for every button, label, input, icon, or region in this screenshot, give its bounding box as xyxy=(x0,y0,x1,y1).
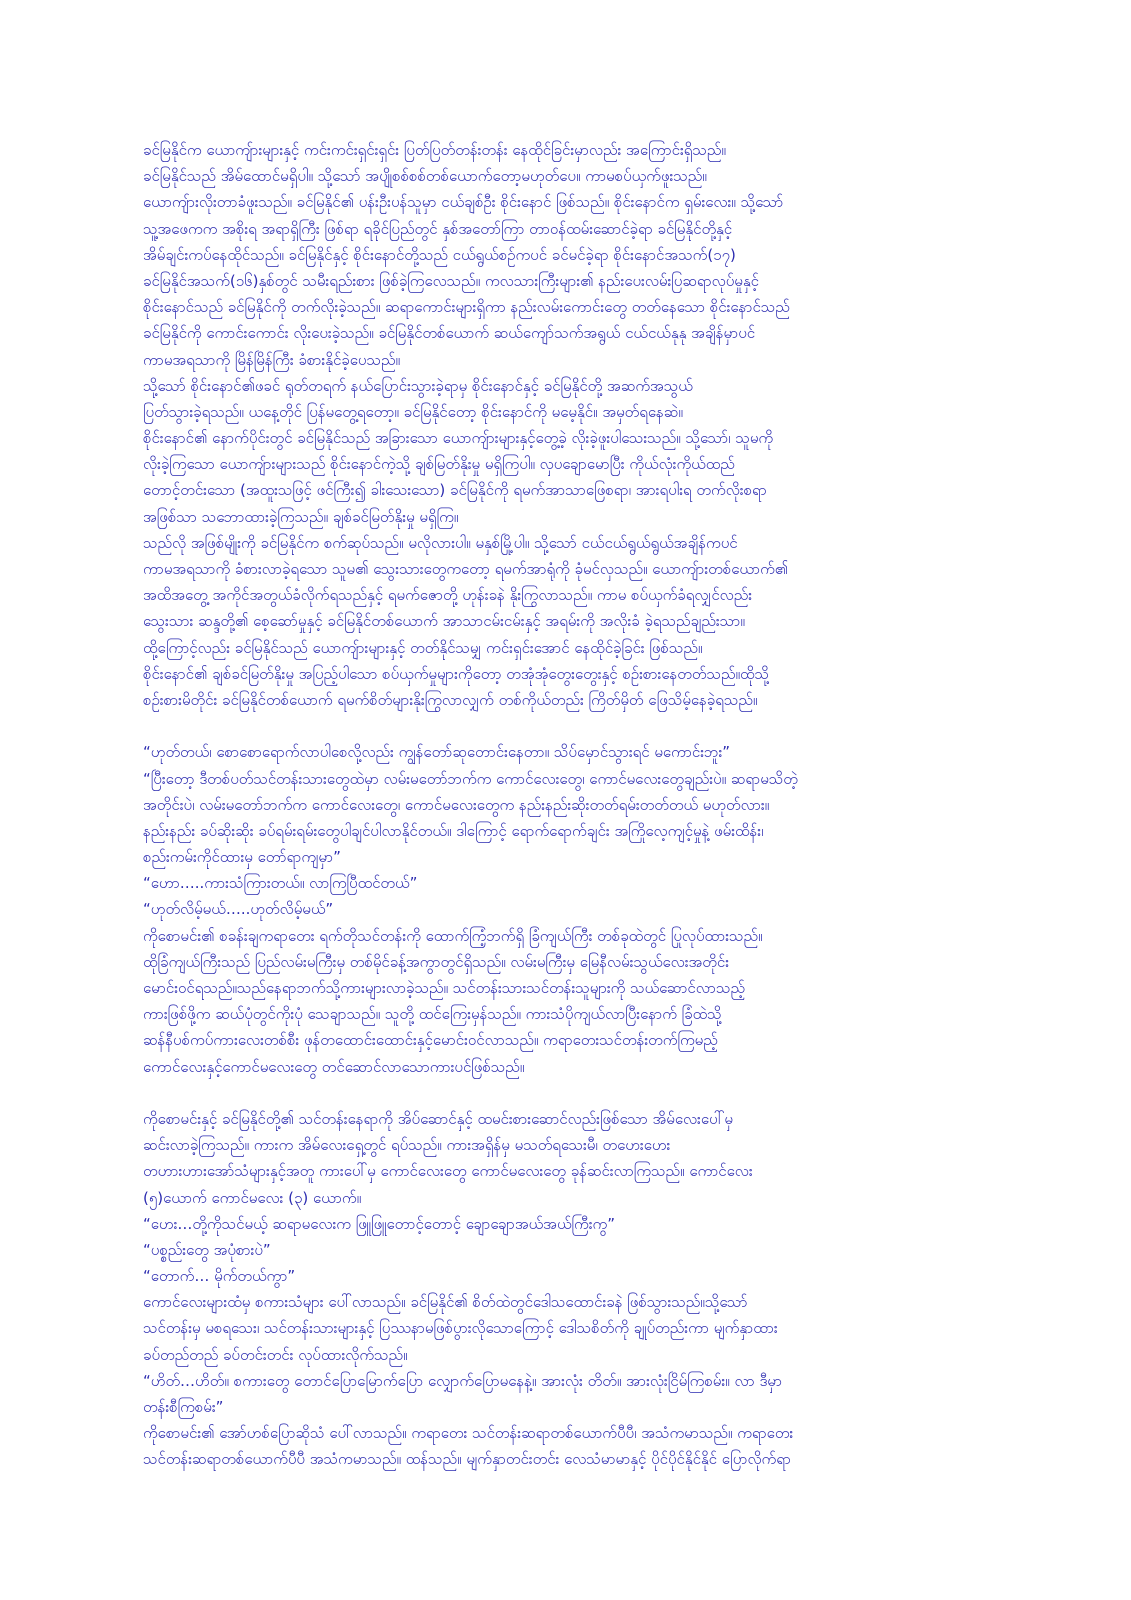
text-line: ကောင်လေးနှင့်ကောင်မလေးတွေ တင်ဆောင်လာသောကားပင်ဖြစ်သည်။ xyxy=(143,1057,525,1076)
text-line: ယောကျ်ားလိုးတာခံဖူးသည်။ ခင်မြနိုင်၏ ပန်းဦးပန်သူမှာ ငယ်ချစ်ဦး စိုင်းနောင် ဖြစ်သည်။ စိုင်းနောင်က ရှမ်းလေး။ သို့သော် xyxy=(143,193,784,212)
text-line: “တောက်… မိုက်တယ်ကွာ” xyxy=(143,1267,296,1286)
text-line: သည်လို အဖြစ်မျိုးကို ခင်မြနိုင်က စက်ဆုပ်သည်။ မလိုလားပါ။ မနှစ်မြို့ပါ။ သို့သော် ငယ်ငယ်ရွယ်ရွယ်အချိန်ကပင် xyxy=(143,533,738,552)
text-line: ထိုခြံကျယ်ကြီးသည် ပြည်လမ်းမကြီးမှ တစ်မိုင်ခန့်အကွာတွင်ရှိသည်။ လမ်းမကြီးမှ မြေနီလမ်းသွယ်လေးအတိုင်း xyxy=(143,952,730,971)
text-line: အိမ်ချင်းကပ်နေထိုင်သည်။ ခင်မြနိုင်နှင့် စိုင်းနောင်တို့သည် ငယ်ရွယ်စဉ်ကပင် ခင်မင်ခဲ့ရာ စိုင်းနောင်အသက်(၁၇) xyxy=(143,245,736,264)
text-line: ခင်မြနိုင်ကို ကောင်းကောင်း လိုးပေးခဲ့သည်။ ခင်မြနိုင်တစ်ယောက် ဆယ်ကျော်သက်အရွယ် ငယ်ငယ်နုနု အချိန်မှာပင် xyxy=(143,324,756,343)
text-line: နည်းနည်း ခပ်ဆိုးဆိုး ခပ်ရမ်းရမ်းတွေပါချင်ပါလာနိုင်တယ်။ ဒါကြောင့် ရောက်ရောက်ချင်း အကြိုလေ့ကျင့်မှုနဲ့ ဖမ်းထိန်း၊ xyxy=(143,821,764,840)
paragraph-block xyxy=(143,137,1023,713)
text-line: ကာမအရသာကို မြိန်မြိန်ကြီး ခံစားနိုင်ခဲ့ပေသည်။ xyxy=(143,350,400,369)
text-line: “ပြီးတော့ ဒီတစ်ပတ်သင်တန်းသားတွေထဲမှာ လမ်းမတော်ဘက်က ကောင်လေးတွေ၊ ကောင်မလေးတွေချည်းပဲ။ ဆရာမသိတဲ့ xyxy=(143,769,798,788)
text-line: “ပစ္စည်းတွေ အပုံစားပဲ” xyxy=(143,1240,271,1259)
text-line: တောင့်တင်းသော (အထူးသဖြင့် ဖင်ကြီး၍ ခါးသေးသော) ခင်မြနိုင်ကို ရမက်အာသာဖြေစရာ၊ အားရပါးရ တက်လိုးစရာ xyxy=(143,481,767,500)
text-line: အတိုင်းပဲ၊ လမ်းမတော်ဘက်က ကောင်လေးတွေ၊ ကောင်မလေးတွေက နည်းနည်းဆိုးတတ်ရမ်းတတ်တယ် မဟုတ်လား။ xyxy=(143,795,770,814)
text-line: ကားဖြစ်ဖို့က ဆယ်ပုံတွင်ကိုးပုံ သေချာသည်။ သူတို့ ထင်ကြေးမှန်သည်။ ကားသံပိုကျယ်လာပြီးနောက် ခြံထဲသို့ xyxy=(143,1005,722,1024)
text-line: စိုင်းနောင်၏ နောက်ပိုင်းတွင် ခင်မြနိုင်သည် အခြားသော ယောကျ်ားများနှင့်တွေ့ခဲ့ လိုးခဲ့ဖူးပါသေးသည်။ သို့သော်၊ သူမကို xyxy=(143,429,774,448)
text-line: စည်းကမ်းကိုင်ထားမှ တော်ရာကျမှာ” xyxy=(143,848,341,867)
text-line: မောင်းဝင်ရသည်။သည်နေရာဘက်သို့ကားများလာခဲ့သည်။ သင်တန်းသားသင်တန်းသူများကို သယ်ဆောင်လာသည့် xyxy=(143,979,745,997)
text-line: ခင်မြနိုင်အသက်(၁၆)နှစ်တွင် သမီးရည်းစား ဖြစ်ခဲ့ကြလေသည်။ ကလသားကြီးများ၏ နည်းပေးလမ်းပြဆရာလုပ်မှုနှင့် xyxy=(143,271,759,290)
text-line: ခပ်တည်တည် ခပ်တင်းတင်း လုပ်ထားလိုက်သည်။ xyxy=(143,1345,408,1364)
text-line: တဟားဟားအော်သံများနှင့်အတူ ကားပေါ်မှ ကောင်လေးတွေ ကောင်မလေးတွေ ခုန်ဆင်းလာကြသည်။ ကောင်လေး xyxy=(143,1162,753,1181)
text-line: ခင်မြနိုင်သည် အိမ်ထောင်မရှိပါ။ သို့သော် အပျိုစစ်စစ်တစ်ယောက်တော့မဟုတ်ပေ။ ကာမစပ်ယှက်ဖူးသည်။ xyxy=(143,167,707,186)
text-line: စဉ်းစားမိတိုင်း ခင်မြနိုင်တစ်ယောက် ရမက်စိတ်များနိုးကြွလာလျှက် တစ်ကိုယ်တည်း ကြိတ်မှိတ် ဖြေသိမ့်နေခဲ့ရသည်။ xyxy=(143,690,758,709)
text-line: “ဟုတ်တယ်၊ စောစောရောက်လာပါစေလို့လည်း ကျွန်တော်ဆုတောင်းနေတာ။ သိပ်မှောင်သွားရင် မကောင်းဘူး” xyxy=(143,743,731,762)
text-line: လိုးခဲ့ကြသော ယောကျ်ားများသည် စိုင်းနောင်ကဲ့သို့ ချစ်မြတ်နိုးမှု မရှိကြပါ။ လှပချောမောပြီး ကိုယ်လုံးကိုယ်ထည် xyxy=(143,455,735,474)
text-line: ကိုစောမင်း၏ စခန်းချကရာတေး ရက်တိုသင်တန်းကို ထောက်ကြံ့ဘက်ရှိ ခြံကျယ်ကြီး တစ်ခုထဲတွင် ပြုလုပ်ထားသည်။ xyxy=(143,926,763,945)
text-line: “ဟေး…တို့ကိုသင်မယ့် ဆရာမလေးက ဖြူဖြူတောင့်တောင့် ချောချောအယ်အယ်ကြီးကွ” xyxy=(143,1214,615,1233)
text-line: သင်တန်းဆရာတစ်ယောက်ပီပီ အသံကမာသည်။ ထန်သည်။ မျက်နှာတင်းတင်း လေသံမာမာနှင့် ပိုင်ပိုင်နိုင်နိုင် ပြောလိုက်ရာ xyxy=(143,1450,791,1469)
text-line: သွေးသား ဆန္ဒတို့၏ စေ့ဆော်မှုနှင့် ခင်မြနိုင်တစ်ယောက် အာသာငမ်းငမ်းနှင့် အရမ်းကို အလိုးခံ ခဲ့ရသည်ချည်းသာ။ xyxy=(143,612,745,631)
text-line: ဆန်နီပစ်ကပ်ကားလေးတစ်စီး ဖုန်တထောင်းထောင်းနှင့်မောင်းဝင်လာသည်။ ကရာတေးသင်တန်းတက်ကြမည့် xyxy=(143,1031,718,1050)
text-line: ပြတ်သွားခဲ့ရသည်။ ယနေ့တိုင် ပြန်မတွေ့ရတော့။ ခင်မြနိုင်တော့ စိုင်းနောင်ကို မမေ့နိုင်။ အမှတ်ရနေဆဲ။ xyxy=(143,402,683,421)
text-line: သူ့အဖေကက အစိုးရ အရာရှိကြီး ဖြစ်ရာ ရခိုင်ပြည်တွင် နှစ်အတော်ကြာ တာဝန်ထမ်းဆောင်ခဲ့ရာ ခင်မြနိုင်တို့နှင့် xyxy=(143,219,733,238)
text-line: စိုင်းနောင်၏ ချစ်ခင်မြတ်နိုးမှု အပြည့်ပါသော စပ်ယှက်မှုများကိုတော့ တအုံအုံတွေးတွေးနှင့် စဉ်းစားနေတတ်သည်။ထိုသို့ xyxy=(143,664,769,683)
text-line: ကောင်လေးများထံမှ စကားသံများ ပေါ်လာသည်။ ခင်မြနိုင်၏ စိတ်ထဲတွင်ဒေါသထောင်းခနဲ ဖြစ်သွားသည်။သို့သော် xyxy=(143,1293,748,1312)
paragraph-block xyxy=(143,1106,1023,1473)
text-line: ကာမအရသာကို ခံစားလာခဲ့ရသော သူမ၏ သွေးသားတွေကတော့ ရမက်အာရုံကို ခုံမင်လှသည်။ ယောကျ်ားတစ်ယောက်၏ xyxy=(143,560,789,578)
document-body xyxy=(143,137,1023,1473)
text-line: ကိုစောမင်း၏ အော်ဟစ်ပြောဆိုသံ ပေါ်လာသည်။ ကရာတေး သင်တန်းဆရာတစ်ယောက်ပီပီ၊ အသံကမာသည်။ ကရာတေး xyxy=(143,1424,794,1443)
text-line: အထိအတွေ့ အကိုင်အတွယ်ခံလိုက်ရသည်နှင့် ရမက်ဇောတို့ ဟုန်းခနဲ နိုးကြွလာသည်။ ကာမ စပ်ယှက်ခံရလျှင်လည်း xyxy=(143,586,753,605)
text-line: (၅)ယောက် ကောင်မလေး (၃) ယောက်။ xyxy=(143,1188,362,1207)
text-line: စိုင်းနောင်သည် ခင်မြနိုင်ကို တက်လိုးခဲ့သည်။ ဆရာကောင်းများရှိကာ နည်းလမ်းကောင်းတွေ တတ်နေသော စိုင်းနောင်သည် xyxy=(143,298,790,317)
text-line: “ဟုတ်လိမ့်မယ်…..ဟုတ်လိမ့်မယ်” xyxy=(143,900,334,919)
text-line: တန်းစီကြစမ်း” xyxy=(143,1398,224,1416)
text-line: ဆင်းလာခဲ့ကြသည်။ ကားက အိမ်လေးရှေ့တွင် ရပ်သည်။ ကားအရှိန်မှ မသတ်ရသေးမီ၊ တဟေးဟေး xyxy=(143,1136,671,1155)
paragraph-block xyxy=(143,739,1023,1079)
text-line: ခင်မြနိုင်က ယောကျ်ားများနှင့် ကင်းကင်းရှင်းရှင်း ပြတ်ပြတ်တန်းတန်း နေထိုင်ခြင်းမှာလည်း အကြောင်းရှိသည်။ xyxy=(143,141,726,159)
text-line: အဖြစ်သာ သဘောထားခဲ့ကြသည်။ ချစ်ခင်မြတ်နိုးမှု မရှိကြ။ xyxy=(143,507,459,526)
text-line: “ဟိတ်…ဟိတ်။ စကားတွေ တောင်ပြောမြောက်ပြော လျှောက်ပြောမနေနဲ့။ အားလုံး တိတ်။ အားလုံးငြိမ်ကြစမ်း။ လာ ဒီမှာ xyxy=(143,1371,783,1390)
text-line: သင်တန်းမှ မစရသေး၊ သင်တန်းသားများနှင့် ပြဿနာမဖြစ်ပွားလိုသောကြောင့် ဒေါသစိတ်ကို ချုပ်တည်းကာ မျက်နှာထား xyxy=(143,1319,778,1338)
text-line: “ဟော…..ကားသံကြားတယ်။ လာကြပြီထင်တယ်” xyxy=(143,874,418,893)
text-line: သို့သော် စိုင်းနောင်၏ဖခင် ရုတ်တရက် နယ်ပြောင်းသွားခဲ့ရာမှ စိုင်းနောင်နှင့် ခင်မြနိုင်တို့ အဆက်အသွယ် xyxy=(143,376,693,395)
text-line: ကိုစောမင်းနှင့် ခင်မြနိုင်တို့၏ သင်တန်းနေရာကို အိပ်ဆောင်နှင့် ထမင်းစားဆောင်လည်းဖြစ်သော အိမ်လေးပေါ်မှ xyxy=(143,1109,733,1128)
text-line: ထို့ကြောင့်လည်း ခင်မြနိုင်သည် ယောကျ်ားများနှင့် တတ်နိုင်သမျှ ကင်းရှင်းအောင် နေထိုင်ခဲ့ခြင်း ဖြစ်သည်။ xyxy=(143,638,703,657)
